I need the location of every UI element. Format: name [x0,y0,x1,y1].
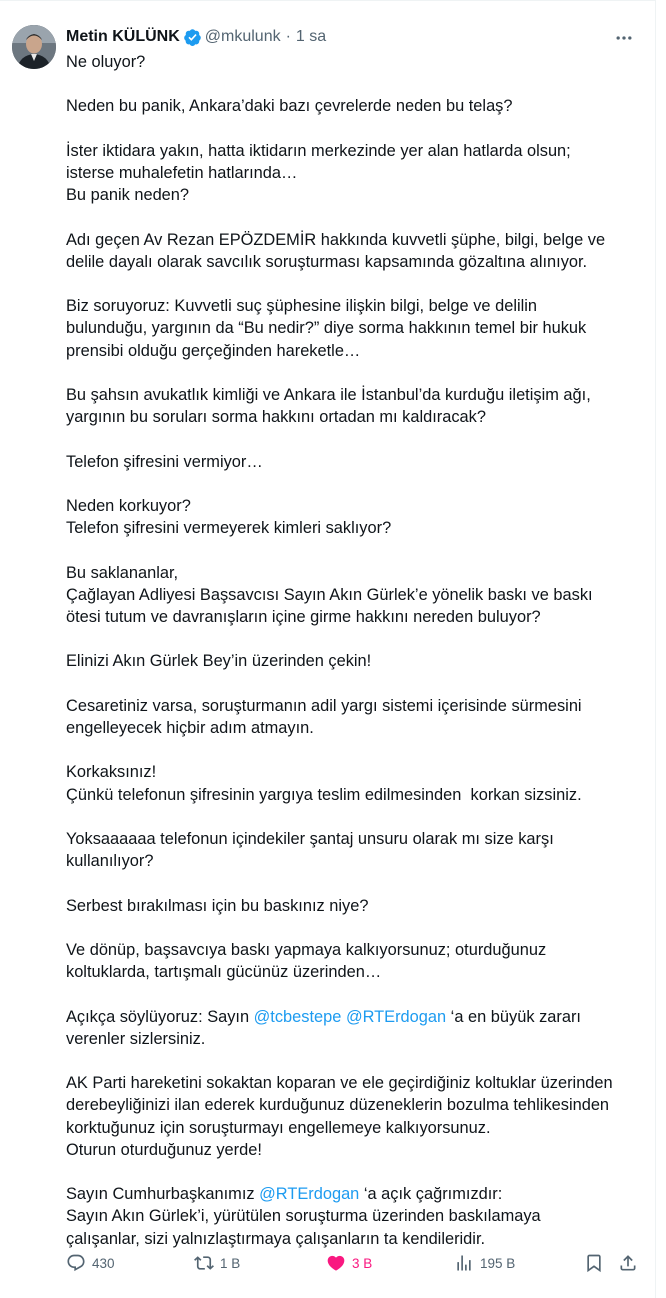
tweet-text-segment: Çağlayan Adliyesi Başsavcısı Sayın Akın Gürlek’e yönelik baskı ve baskı [66,585,593,604]
repost-button[interactable] [194,1251,240,1275]
tweet-text-segment: Sayın Cumhurbaşkanımız [66,1185,260,1204]
tweet-line [66,784,640,806]
tweet-text-segment: Biz soruyoruz: Kuvvetli suç şüphesine ilişkin bilgi, belge ve delilin [66,297,538,316]
reply-icon [66,1253,86,1273]
paragraph-gap [66,872,640,894]
tweet-actions [66,1251,646,1275]
tweet-line [66,562,640,584]
tweet-text [66,51,640,1250]
tweet-text-segment: Telefon şifresini vermiyor… [66,452,263,471]
tweet-line [66,650,640,672]
tweet-text-segment: Telefon şifresini vermeyerek kimleri saklıyor? [66,519,392,538]
tweet-text-segment: yargının bu soruları sorma hakkını ortadan mı kaldıracak? [66,408,486,427]
tweet-text-segment: Korkaksınız! [66,763,157,782]
paragraph-gap [66,539,640,561]
tweet-text-segment: Neden korkuyor? [66,496,191,515]
tweet-text-segment: korktuğunuz için soruşturmayı engellemeye kalkıyorsunuz. [66,1118,491,1137]
tweet-line [66,939,640,961]
paragraph-gap [66,1050,640,1072]
tweet-text-segment: koltuklarda, tartışmalı gücünüz üzerinden… [66,963,382,982]
views-button[interactable] [454,1251,515,1275]
tweet-line [66,1183,640,1205]
author-handle[interactable]: @mkulunk [204,28,281,45]
tweet-text-segment: Açıkça söylüyoruz: Sayın [66,1007,254,1026]
tweet-line [66,1228,640,1250]
tweet-line [66,1117,640,1139]
tweet-line [66,1205,640,1227]
tweet-line [66,51,640,73]
like-button[interactable] [326,1251,372,1275]
tweet-line [66,1139,640,1161]
tweet-line [66,495,640,517]
verified-badge-icon [183,28,202,47]
tweet-text-segment: kullanılıyor? [66,852,154,871]
tweet-line [66,584,640,606]
tweet-line [66,961,640,983]
tweet-text-segment: Neden bu panik, Ankara’daki bazı çevrelerde neden bu telaş? [66,97,513,116]
tweet-text-segment: ‘a açık çağrımızdır: [359,1185,503,1204]
tweet-line [66,451,640,473]
tweet-text-segment: prensibi olduğu gerçeğinden hareketle… [66,341,361,360]
paragraph-gap [66,206,640,228]
tweet-line [66,384,640,406]
tweet-line [66,1094,640,1116]
heart-icon [326,1253,346,1273]
tweet-text-segment: Ne oluyor? [66,53,146,71]
tweet-text-segment: delile dayalı olarak savcılık soruşturması kapsamında gözaltına alınıyor. [66,252,588,271]
tweet-line [66,317,640,339]
tweet-text-segment: Serbest bırakılması için bu baskınız niye? [66,896,369,915]
tweet-text-segment: derebeyliğinizi ilan ederek kurduğunuz düzeneklerin bozulma tehlikesinden [66,1096,610,1115]
tweet-line [66,1072,640,1094]
tweet-line [66,406,640,428]
paragraph-gap [66,428,640,450]
tweet-text-segment: Bu panik neden? [66,186,190,205]
repost-count: 1 B [220,1255,241,1271]
share-button[interactable] [618,1251,638,1275]
tweet-header [66,26,326,48]
share-icon [618,1253,638,1273]
tweet-line [66,229,640,251]
paragraph-gap [66,473,640,495]
tweet-line [66,162,640,184]
tweet-line [66,517,640,539]
tweet-text-segment: Yoksaaaaaa telefonun içindekiler şantaj unsuru olarak mı size karşı [66,829,554,848]
mention-link[interactable]: @RTErdogan [259,1185,360,1204]
tweet-line [66,850,640,872]
paragraph-gap [66,118,640,140]
more-button[interactable] [612,29,636,47]
tweet-text-segment: AK Parti hareketini sokaktan koparan ve ele geçirdiğiniz koltuklar üzerinden [66,1074,613,1093]
tweet-line [66,95,640,117]
timestamp[interactable]: 1 sa [295,28,327,45]
paragraph-gap [66,273,640,295]
bookmark-icon [584,1253,604,1273]
tweet-line [66,140,640,162]
more-icon [614,28,634,48]
views-icon [454,1253,474,1273]
paragraph-gap [66,362,640,384]
tweet-text-segment: Elinizi Akın Gürlek Bey’in üzerinden çekin! [66,652,372,671]
tweet-text-segment: Adı geçen Av Rezan EPÖZDEMİR hakkında kuvvetli şüphe, bilgi, belge ve [66,230,606,249]
like-count: 3 B [352,1255,373,1271]
tweet-line [66,895,640,917]
tweet-line [66,761,640,783]
tweet-text-segment: Ve dönüp, başsavcıya baskı yapmaya kalkıyorsunuz; oturduğunuz [66,940,547,959]
avatar[interactable] [12,25,56,69]
paragraph-gap [66,628,640,650]
tweet-text-segment: İster iktidara yakın, hatta iktidarın merkezinde yer alan hatlarda olsun; [66,141,571,160]
mention-link[interactable]: @RTErdogan [345,1007,447,1026]
tweet-text-segment: verenler sizlersiniz. [66,1029,206,1048]
tweet-text-segment: Bu saklananlar, [66,563,179,582]
tweet-line [66,1028,640,1050]
tweet-line [66,606,640,628]
tweet-line [66,828,640,850]
tweet-text-segment: ötesi tutum ve davranışların içine girme hakkını nereden buluyor? [66,607,541,626]
paragraph-gap [66,739,640,761]
tweet-line [66,295,640,317]
tweet-text-segment: Çünkü telefonun şifresinin yargıya teslim edilmesinden korkan sizsiniz. [66,785,582,804]
paragraph-gap [66,73,640,95]
tweet-text-segment: Oturun oturduğunuz yerde! [66,1140,262,1159]
reply-button[interactable] [66,1251,115,1275]
tweet-line [66,695,640,717]
paragraph-gap [66,983,640,1005]
tweet-text-segment: bulunduğu, yargının da “Bu nedir?” diye sorma hakkının temel bir hukuk [66,319,587,338]
tweet-text-segment: Cesaretiniz varsa, soruşturmanın adil yargı sistemi içerisinde sürmesini [66,696,582,715]
tweet-text-segment: Bu şahsın avukatlık kimliği ve Ankara ile İstanbul’da kurduğu iletişim ağı, [66,385,591,404]
tweet-line [66,1006,640,1028]
tweet-text-segment: Sayın Akın Gürlek’i, yürütülen soruşturma üzerinden baskılamaya [66,1207,541,1226]
paragraph-gap [66,673,640,695]
paragraph-gap [66,806,640,828]
repost-icon [194,1253,214,1273]
author-name[interactable]: Metin KÜLÜNK [66,28,180,45]
avatar-image [12,25,56,69]
tweet-text-segment: engelleyecek hiçbir adım atmayın. [66,718,314,737]
tweet-line [66,340,640,362]
tweet-line [66,717,640,739]
tweet-text-segment: isterse muhalefetin hatlarında… [66,163,298,182]
separator-dot: · [285,28,291,45]
paragraph-gap [66,917,640,939]
mention-link[interactable]: @tcbestepe [253,1007,342,1026]
tweet-text-segment: çalışanlar, sizi yalnızlaştırmaya çalışanların ta kendileridir. [66,1229,486,1248]
tweet-line [66,184,640,206]
tweet-text-segment: ‘a en büyük zararı [446,1007,581,1026]
reply-count: 430 [92,1255,115,1271]
tweet-line [66,251,640,273]
paragraph-gap [66,1161,640,1183]
bookmark-button[interactable] [584,1251,604,1275]
view-count: 195 B [480,1255,516,1271]
